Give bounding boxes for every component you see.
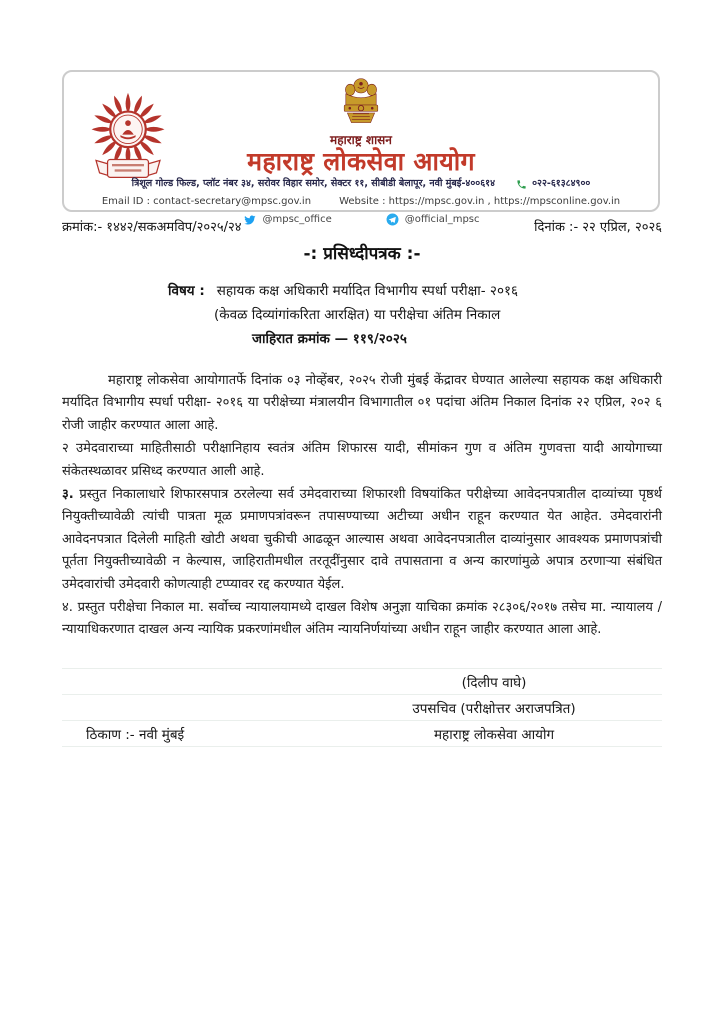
signatory-organization: महाराष्ट्र लोकसेवा आयोग bbox=[433, 726, 555, 743]
body-paragraph-1: महाराष्ट्र लोकसेवा आयोगातर्फे दिनांक ०३ नोव्हेंबर, २०२५ रोजी मुंबई केंद्रावर घेण्यात आलेल्या सहायक कक्ष अधिकारी मर्यादित विभागीय स्पर्धा परीक्षा- २०१६ या परीक्षेच्या मंत्रालयीन विभागातील ०१ पदांचा अंतिम निकाल दिनांक २२ एप्रिल, २०२ ६ रोजी जाहीर करण्यात आला आहे. bbox=[62, 373, 662, 433]
subject-label: विषय : bbox=[168, 283, 205, 299]
signature-block bbox=[62, 668, 662, 747]
subject-line2: (केवळ दिव्यांगांकरिता आरक्षित) या परीक्षेचा अंतिम निकाल bbox=[214, 307, 501, 323]
signature-rule bbox=[62, 668, 662, 694]
place-label: ठिकाण :- नवी मुंबई bbox=[86, 726, 185, 743]
subject-line1: सहायक कक्ष अधिकारी मर्यादित विभागीय स्पर्धा परीक्षा- २०१६ bbox=[216, 283, 519, 299]
website-label: Website : https://mpsc.gov.in , https://mpsconline.gov.in bbox=[339, 196, 621, 207]
phone-icon bbox=[516, 179, 527, 190]
body-paragraph-2: २ उमेदवाराच्या माहितीसाठी परीक्षानिहाय स्वतंत्र अंतिम शिफारस यादी, सीमांकन गुण व अंतिम गुणवत्ता यादी आयोगाच्या संकेतस्थळावर प्रसिध्द करण्यात आली आहे. bbox=[62, 441, 662, 479]
body-paragraph-4: ४. प्रस्तुत परीक्षेचा निकाल मा. सर्वोच्च न्यायालयामध्ये दाखल विशेष अनुज्ञा याचिका क्रमांक २८३०६/२०१७ तसेच मा. न्यायालय / न्यायाधिकरणात दाखल अन्य न्यायिक प्रकरणांमधील अंतिम न्यायनिर्णयांच्या अधीन राहून जाहीर करण्यात आला आहे. bbox=[62, 600, 662, 638]
advertisement-number: जाहिरात क्रमांक — ११९/२०२५ bbox=[252, 331, 407, 347]
address-line: त्रिशूल गोल्ड फिल्ड, प्लॉट नंबर ३४, सरोवर विहार समोर, सेक्टर ११, सीबीडी बेलापूर, नवी मुंबई-४००६१४ bbox=[131, 178, 496, 189]
ashoka-emblem-icon bbox=[335, 77, 387, 133]
signatory-name: (दिलीप वाघे) bbox=[461, 674, 527, 691]
press-release-title: -: प्रसिध्दीपत्रक :- bbox=[303, 244, 421, 264]
document-body bbox=[62, 219, 662, 747]
telegram-handle: @official_mpsc bbox=[404, 214, 480, 225]
signature-rule bbox=[62, 720, 662, 747]
date-label: दिनांक :- २२ एप्रिल, २०२६ bbox=[534, 220, 662, 235]
subject-block bbox=[62, 279, 662, 351]
ref-number: क्रमांक:- १४४२/सकअमविप/२०२५/२४ bbox=[62, 220, 242, 235]
govt-label: महाराष्ट्र शासन bbox=[330, 133, 392, 147]
paragraph-3-number: ३. bbox=[62, 487, 74, 503]
org-title: महाराष्ट्र लोकसेवा आयोग bbox=[247, 147, 475, 176]
phone-number: ०२२-६१३८४९०० bbox=[532, 178, 591, 189]
signatory-designation: उपसचिव (परीक्षोत्तर अराजपत्रित) bbox=[412, 700, 576, 717]
body-paragraph-3: ३. प्रस्तुत निकालाधारे शिफारसपात्र ठरलेल्या सर्व उमेदवाराच्या शिफारशी विषयांकित परीक्षेच्या आवेदनपत्रातील दाव्यांच्या पृष्ठर्थ नियुक्तीच्यावेळी त्यांची पात्रता मूळ प्रमाणपत्रांवरून तपासण्याच्या अटीच्या अधीन राहून करण्यात येत आहेत. उमेदवारांनी आवेदनपत्रात दिलेली माहिती खोटी अथवा चुकीची आढळून आल्यास अथवा आवेदनपत्रातील दाव्यांनुसार आवश्यक प्रमाणपत्रांची पूर्तता नियुक्तीच्यावेळी न केल्यास, जाहिरातीमधील तरतूदींनुसार दावे तपासताना व अन्य कारणांमुळे अपात्र ठरणाऱ्या संबंधित उमेदवारांची उमेदवारी कोणत्याही टप्प्यावर रद्द करण्यात येईल. bbox=[62, 487, 662, 592]
email-label: Email ID : contact-secretary@mpsc.gov.in bbox=[101, 196, 312, 207]
twitter-handle: @mpsc_office bbox=[262, 214, 332, 225]
letterhead bbox=[62, 70, 660, 225]
signature-rule bbox=[62, 694, 662, 720]
